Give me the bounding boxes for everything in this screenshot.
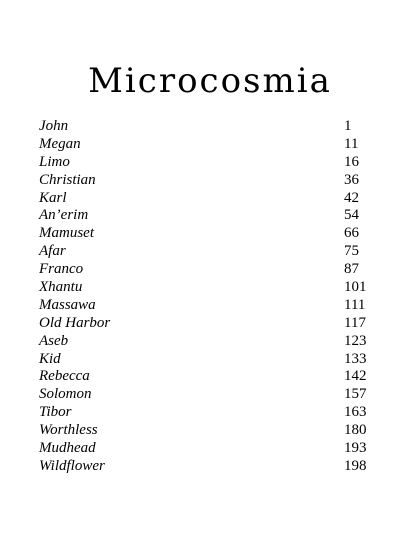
toc-entry xyxy=(39,351,379,369)
chapter-page-number: 123 xyxy=(344,332,367,349)
chapter-name: Massawa xyxy=(39,296,96,313)
chapter-name: Old Harbor xyxy=(39,314,111,331)
toc-entry xyxy=(39,279,379,297)
chapter-page-number: 193 xyxy=(344,440,367,457)
toc-entry xyxy=(39,190,379,208)
chapter-name: Kid xyxy=(39,350,61,367)
chapter-page-number: 142 xyxy=(344,368,367,385)
chapter-name: Franco xyxy=(39,261,84,278)
chapter-name: Rebecca xyxy=(39,368,90,385)
chapter-name: John xyxy=(39,118,69,134)
chapter-page-number: 75 xyxy=(344,243,359,260)
chapter-page-number: 198 xyxy=(344,457,367,474)
chapter-name: Xhantu xyxy=(39,279,83,296)
chapter-name: Wildflower xyxy=(39,457,105,474)
toc-entry xyxy=(39,422,379,440)
toc-entry xyxy=(39,458,379,476)
chapter-name: Mudhead xyxy=(39,440,96,457)
toc-entry xyxy=(39,207,379,225)
chapter-page-number: 42 xyxy=(344,189,359,206)
chapter-name: Christian xyxy=(39,171,96,188)
toc-entry xyxy=(39,315,379,333)
chapter-page-number: 111 xyxy=(344,296,366,313)
chapter-name: Solomon xyxy=(39,386,92,403)
toc-entry xyxy=(39,136,379,154)
chapter-page-number: 54 xyxy=(344,207,359,224)
chapter-page-number: 36 xyxy=(344,171,359,188)
table-of-contents xyxy=(39,118,379,476)
chapter-page-number: 117 xyxy=(344,314,366,331)
chapter-name: Karl xyxy=(39,189,67,206)
toc-entry xyxy=(39,261,379,279)
toc-entry xyxy=(39,243,379,261)
chapter-name: Limo xyxy=(39,153,70,170)
chapter-page-number: 16 xyxy=(344,153,359,170)
chapter-name: Afar xyxy=(39,243,66,260)
toc-entry xyxy=(39,154,379,172)
chapter-page-number: 66 xyxy=(344,225,359,242)
toc-entry xyxy=(39,118,379,136)
toc-entry xyxy=(39,225,379,243)
chapter-name: Megan xyxy=(39,135,81,152)
chapter-name: Aseb xyxy=(39,332,69,349)
chapter-page-number: 163 xyxy=(344,404,367,421)
toc-entry xyxy=(39,333,379,351)
toc-entry xyxy=(39,297,379,315)
chapter-page-number: 133 xyxy=(344,350,367,367)
toc-entry xyxy=(39,386,379,404)
chapter-name: An’erim xyxy=(39,207,89,224)
page-title: Microcosmia xyxy=(88,60,332,101)
toc-entry xyxy=(39,172,379,190)
chapter-page-number: 11 xyxy=(344,135,359,152)
chapter-name: Mamuset xyxy=(39,225,94,242)
toc-entry xyxy=(39,440,379,458)
chapter-page-number: 87 xyxy=(344,261,359,278)
chapter-page-number: 157 xyxy=(344,386,367,403)
toc-entry xyxy=(39,404,379,422)
chapter-page-number: 1 xyxy=(344,118,352,134)
chapter-name: Tibor xyxy=(39,404,72,421)
chapter-page-number: 101 xyxy=(344,279,367,296)
chapter-page-number: 180 xyxy=(344,422,367,439)
toc-entry xyxy=(39,368,379,386)
chapter-name: Worthless xyxy=(39,422,98,439)
